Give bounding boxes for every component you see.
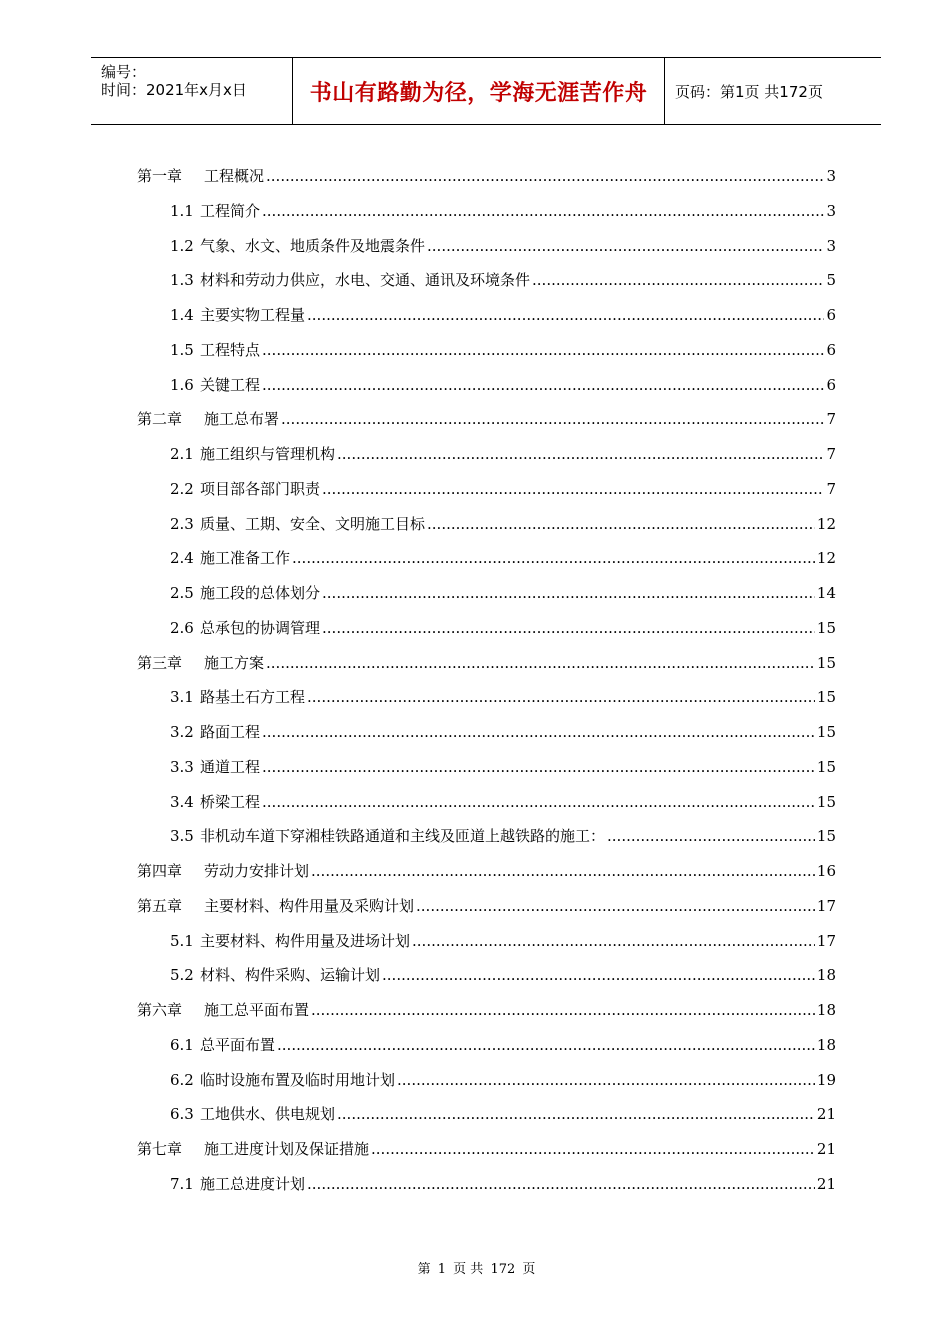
toc-leader-dots bbox=[427, 237, 824, 255]
toc-entry-title: 施工组织与管理机构 bbox=[200, 445, 336, 463]
toc-entry-page: 7 bbox=[826, 479, 836, 498]
page-header bbox=[91, 57, 881, 125]
toc-entry-title: 主要实物工程量 bbox=[200, 306, 306, 324]
toc-entry-page: 6 bbox=[826, 306, 836, 324]
toc-entry-number: 1.6 bbox=[170, 375, 194, 394]
header-meta bbox=[91, 58, 293, 124]
header-motto: 书山有路勤为径，学海无涯苦作舟 bbox=[293, 58, 665, 124]
toc-entry-title: 路基土石方工程 bbox=[200, 688, 306, 707]
toc-entry-page: 17 bbox=[816, 931, 836, 950]
toc-entry-page: 7 bbox=[826, 445, 836, 463]
toc-entry-title: 总平面布置 bbox=[200, 1035, 276, 1054]
toc-leader-dots bbox=[337, 1105, 815, 1123]
toc-entry[interactable] bbox=[170, 1069, 836, 1091]
toc-leader-dots bbox=[322, 584, 815, 602]
toc-entry-page: 12 bbox=[816, 549, 836, 568]
toc-leader-dots bbox=[532, 271, 824, 289]
toc-leader-dots bbox=[311, 1001, 815, 1019]
toc-leader-dots bbox=[322, 619, 815, 637]
toc-leader-dots bbox=[607, 827, 815, 845]
toc-entry[interactable] bbox=[170, 269, 836, 291]
toc-leader-dots bbox=[266, 654, 815, 672]
toc-entry-title: 施工方案 bbox=[204, 653, 265, 672]
toc-entry-title: 关键工程 bbox=[200, 375, 261, 394]
toc-entry-title: 劳动力安排计划 bbox=[204, 862, 310, 880]
toc-entry[interactable] bbox=[137, 408, 836, 430]
toc-entry-title: 工程简介 bbox=[200, 201, 261, 220]
toc-entry-title: 施工总布署 bbox=[204, 410, 280, 429]
toc-entry-number: 第六章 bbox=[137, 1001, 183, 1019]
toc-leader-dots bbox=[262, 793, 815, 811]
footer-middle: 页 共 bbox=[453, 1262, 484, 1277]
toc-entry-title: 施工准备工作 bbox=[200, 549, 291, 568]
toc-entry[interactable] bbox=[137, 999, 836, 1021]
toc-entry[interactable] bbox=[137, 1138, 836, 1160]
toc-entry-number: 3.1 bbox=[170, 688, 194, 707]
toc-entry[interactable] bbox=[170, 617, 836, 639]
toc-leader-dots bbox=[397, 1071, 815, 1089]
toc-entry[interactable] bbox=[170, 1103, 836, 1125]
toc-entry-number: 7.1 bbox=[170, 1174, 194, 1193]
toc-entry[interactable] bbox=[170, 443, 836, 465]
toc-leader-dots bbox=[307, 306, 824, 324]
toc-entry-number: 3.4 bbox=[170, 792, 194, 811]
toc-entry-number: 5.1 bbox=[170, 931, 194, 950]
toc-entry-number: 1.5 bbox=[170, 340, 194, 359]
toc-entry[interactable] bbox=[170, 825, 836, 847]
toc-entry-number: 3.2 bbox=[170, 723, 194, 741]
toc-entry[interactable] bbox=[170, 1034, 836, 1056]
toc-entry[interactable] bbox=[170, 930, 836, 952]
toc-leader-dots bbox=[262, 202, 824, 220]
toc-leader-dots bbox=[307, 1175, 815, 1193]
toc-leader-dots bbox=[262, 376, 824, 394]
toc-leader-dots bbox=[412, 932, 815, 950]
toc-entry[interactable] bbox=[170, 791, 836, 813]
toc-entry-page: 3 bbox=[826, 167, 836, 185]
toc-leader-dots bbox=[262, 341, 824, 359]
toc-entry-number: 第四章 bbox=[137, 862, 183, 880]
toc-entry-number: 2.2 bbox=[170, 479, 194, 498]
toc-entry-title: 材料、构件采购、运输计划 bbox=[200, 966, 381, 985]
toc-entry[interactable] bbox=[137, 652, 836, 674]
toc-entry-page: 18 bbox=[816, 966, 836, 985]
toc-entry-number: 6.1 bbox=[170, 1035, 194, 1054]
toc-entry-page: 17 bbox=[816, 896, 836, 915]
toc-entry-page: 16 bbox=[816, 862, 836, 880]
toc-entry-title: 通道工程 bbox=[200, 757, 261, 776]
toc-leader-dots bbox=[382, 966, 815, 984]
toc-leader-dots bbox=[322, 480, 824, 498]
toc-entry-page: 18 bbox=[816, 1001, 836, 1019]
toc-entry-title: 非机动车道下穿湘桂铁路通道和主线及匝道上越铁路的施工： bbox=[200, 827, 606, 846]
toc-entry-title: 施工总平面布置 bbox=[204, 1001, 310, 1019]
toc-entry-title: 工地供水、供电规划 bbox=[200, 1105, 336, 1124]
footer-suffix: 页 bbox=[522, 1262, 536, 1277]
toc-leader-dots bbox=[416, 897, 815, 915]
toc-entry-title: 施工进度计划及保证措施 bbox=[204, 1140, 370, 1158]
toc-entry-title: 主要材料、构件用量及进场计划 bbox=[200, 931, 411, 950]
toc-entry-title: 主要材料、构件用量及采购计划 bbox=[204, 896, 415, 915]
toc-entry-title: 路面工程 bbox=[200, 723, 261, 741]
header-page-info: 页码：第1页 共172页 bbox=[675, 82, 823, 101]
toc-entry-number: 2.6 bbox=[170, 618, 194, 637]
footer-page-number: 1 bbox=[437, 1262, 447, 1277]
page-footer bbox=[0, 1258, 950, 1277]
toc-entry-number: 1.1 bbox=[170, 201, 194, 220]
toc-entry[interactable] bbox=[170, 756, 836, 778]
toc-entry-title: 工程概况 bbox=[204, 167, 265, 185]
toc-entry[interactable] bbox=[170, 513, 836, 535]
toc-entry-page: 15 bbox=[816, 723, 836, 741]
toc-entry-title: 桥梁工程 bbox=[200, 792, 261, 811]
toc-entry-number: 1.4 bbox=[170, 306, 194, 324]
toc-entry-title: 总承包的协调管理 bbox=[200, 618, 321, 637]
toc-entry-page: 3 bbox=[826, 236, 836, 255]
toc-leader-dots bbox=[337, 445, 824, 463]
toc-entry[interactable] bbox=[137, 895, 836, 917]
toc-entry-page: 7 bbox=[826, 410, 836, 429]
toc-entry-page: 3 bbox=[826, 201, 836, 220]
toc-entry-page: 18 bbox=[816, 1035, 836, 1054]
toc-entry-number: 3.3 bbox=[170, 757, 194, 776]
toc-entry-page: 21 bbox=[816, 1105, 836, 1124]
toc-entry-page: 15 bbox=[816, 827, 836, 846]
toc-entry-page: 21 bbox=[816, 1140, 836, 1158]
toc-leader-dots bbox=[266, 167, 824, 185]
toc-entry[interactable] bbox=[170, 235, 836, 257]
toc-entry-number: 第二章 bbox=[137, 410, 183, 429]
toc-entry[interactable] bbox=[170, 721, 836, 743]
toc-entry-number: 1.3 bbox=[170, 271, 194, 290]
document-number-label: 编号： bbox=[101, 63, 147, 81]
toc-entry[interactable] bbox=[170, 374, 836, 396]
toc-entry-number: 6.3 bbox=[170, 1105, 194, 1124]
toc-entry[interactable] bbox=[170, 304, 836, 326]
toc-leader-dots bbox=[427, 515, 815, 533]
toc-entry[interactable] bbox=[170, 339, 836, 361]
footer-total-pages: 172 bbox=[490, 1262, 516, 1277]
toc-entry-title: 临时设施布置及临时用地计划 bbox=[200, 1070, 396, 1089]
toc-entry-number: 2.5 bbox=[170, 584, 194, 602]
toc-entry-page: 15 bbox=[816, 653, 836, 672]
toc-entry-page: 14 bbox=[816, 584, 836, 602]
toc-entry-number: 第三章 bbox=[137, 653, 183, 672]
toc-entry[interactable] bbox=[170, 686, 836, 708]
toc-entry-title: 材料和劳动力供应，水电、交通、通讯及环境条件 bbox=[200, 271, 531, 290]
toc-entry-page: 15 bbox=[816, 757, 836, 776]
toc-entry[interactable] bbox=[170, 547, 836, 569]
toc-leader-dots bbox=[371, 1140, 815, 1158]
toc-entry-page: 15 bbox=[816, 792, 836, 811]
toc-leader-dots bbox=[262, 723, 815, 741]
toc-entry[interactable] bbox=[137, 165, 836, 187]
toc-entry-page: 15 bbox=[816, 688, 836, 707]
toc-entry[interactable] bbox=[170, 582, 836, 604]
toc-entry-page: 12 bbox=[816, 514, 836, 533]
toc-leader-dots bbox=[262, 758, 815, 776]
toc-entry-page: 15 bbox=[816, 618, 836, 637]
toc-entry-number: 2.3 bbox=[170, 514, 194, 533]
toc-entry-number: 1.2 bbox=[170, 236, 194, 255]
toc-entry[interactable] bbox=[170, 1173, 836, 1195]
toc-entry-number: 5.2 bbox=[170, 966, 194, 985]
toc-entry-number: 2.4 bbox=[170, 549, 194, 568]
toc-entry-title: 项目部各部门职责 bbox=[200, 479, 321, 498]
toc-entry-number: 第五章 bbox=[137, 896, 183, 915]
toc-leader-dots bbox=[281, 410, 824, 428]
toc-entry-page: 5 bbox=[826, 271, 836, 290]
toc-entry-page: 21 bbox=[816, 1174, 836, 1193]
toc-leader-dots bbox=[292, 549, 815, 567]
toc-entry-page: 6 bbox=[826, 340, 836, 359]
toc-entry-title: 工程特点 bbox=[200, 340, 261, 359]
footer-prefix: 第 bbox=[417, 1262, 431, 1277]
toc-entry-number: 2.1 bbox=[170, 445, 194, 463]
toc-entry[interactable] bbox=[170, 964, 836, 986]
toc-entry-number: 第一章 bbox=[137, 167, 183, 185]
toc-entry-number: 第七章 bbox=[137, 1140, 183, 1158]
toc-entry-page: 6 bbox=[826, 375, 836, 394]
toc-entry-number: 3.5 bbox=[170, 827, 194, 846]
toc-entry-number: 6.2 bbox=[170, 1070, 194, 1089]
toc-entry[interactable] bbox=[170, 478, 836, 500]
toc-entry-title: 施工总进度计划 bbox=[200, 1174, 306, 1193]
toc-entry-title: 质量、工期、安全、文明施工目标 bbox=[200, 514, 426, 533]
toc-entry-page: 19 bbox=[816, 1070, 836, 1089]
toc-entry[interactable] bbox=[137, 860, 836, 882]
toc-entry-title: 气象、水文、地质条件及地震条件 bbox=[200, 236, 426, 255]
toc-leader-dots bbox=[277, 1036, 815, 1054]
toc-entry-title: 施工段的总体划分 bbox=[200, 584, 321, 602]
document-time: 时间：2021年x月x日 bbox=[101, 81, 247, 99]
toc-leader-dots bbox=[311, 862, 815, 880]
toc-leader-dots bbox=[307, 688, 815, 706]
toc-entry[interactable] bbox=[170, 200, 836, 222]
